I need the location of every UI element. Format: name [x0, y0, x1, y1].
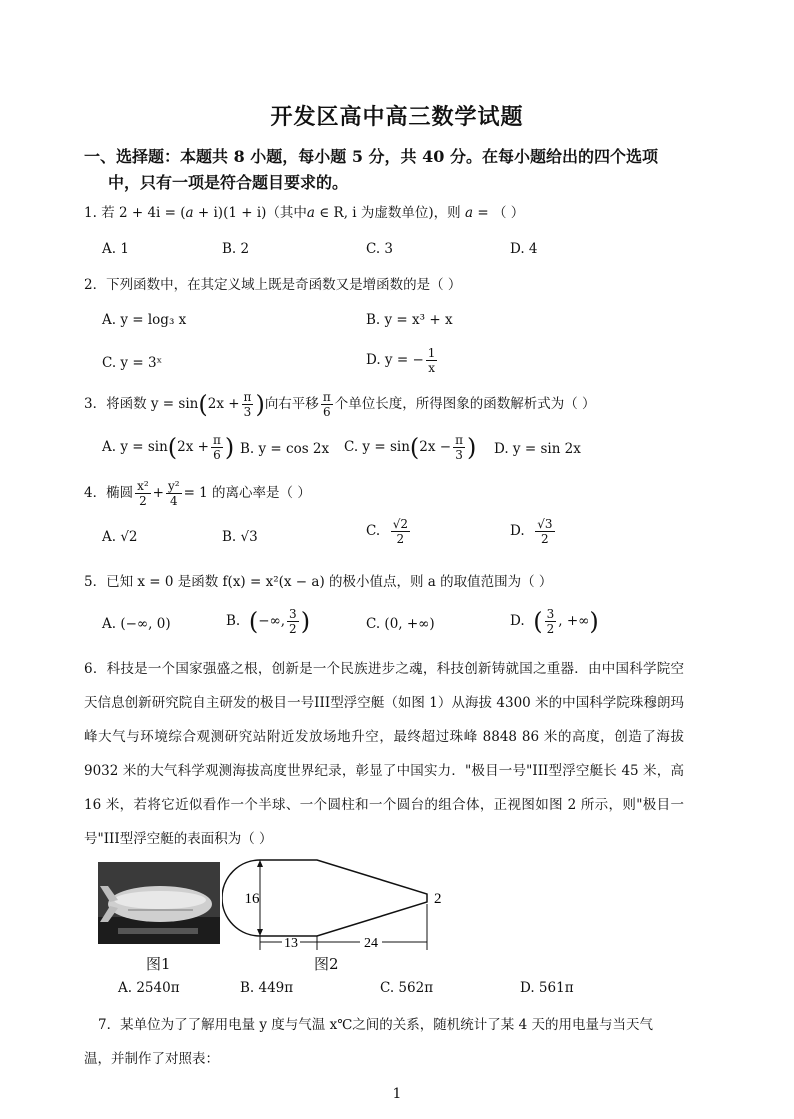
- q6-option-a: A. 2540π: [118, 980, 180, 996]
- q5-d-label: D.: [510, 613, 525, 629]
- q4-c-label: C.: [366, 523, 381, 539]
- section-heading-line1: 一、选择题：本题共 8 小题，每小题 5 分，共 40 分。在每小题给出的四个选项: [84, 147, 658, 166]
- q2-option-a: A. y = log₃ x: [102, 312, 187, 328]
- q3-c-label: C. y = sin: [344, 439, 410, 455]
- q4-d-den: 2: [541, 532, 549, 546]
- q3-num: 3．: [84, 396, 107, 412]
- dim-13-label: 13: [284, 936, 298, 951]
- q4-c-den: 2: [396, 532, 405, 546]
- section-heading: [84, 144, 704, 196]
- q5-option-d: [510, 607, 599, 636]
- q3-paren-close: ): [255, 390, 265, 419]
- q1-var-a2: a: [306, 205, 315, 221]
- q4-d-frac: [535, 517, 554, 546]
- q3-a-six: 6: [213, 448, 221, 462]
- dim-16-label: 16: [244, 891, 260, 907]
- q5-b-arg: −∞,: [258, 613, 286, 629]
- q4-y2: y²: [167, 479, 180, 493]
- q5-b-paren-open: (: [248, 607, 259, 636]
- q1-var-a: a: [185, 205, 194, 221]
- q2-option-d: [366, 346, 439, 375]
- airship-photo-drawing: [98, 862, 220, 944]
- q3-c-paren-close: ): [466, 433, 477, 462]
- q5-b-paren-close: ): [300, 607, 311, 636]
- q4-stem-a: 椭圆: [106, 485, 134, 501]
- figure-2-label: 图2: [314, 955, 339, 973]
- q4-frac-x: [135, 479, 151, 508]
- dim-2-label: 2: [434, 891, 442, 907]
- q1-option-d: D. 4: [510, 241, 538, 257]
- q5-option-c: C. (0, +∞): [366, 616, 435, 632]
- q5-d-num: 3: [546, 607, 555, 621]
- airship-photo: [98, 862, 220, 944]
- q3-frac-pi3: [242, 390, 254, 419]
- q4-two: 2: [139, 494, 147, 508]
- q3-a-arg: 2x +: [177, 439, 209, 455]
- q5-b-den: 2: [289, 622, 297, 636]
- q5-d-paren-open: (: [533, 607, 543, 636]
- front-view-diagram: [222, 856, 442, 954]
- q4-num: 4．: [84, 485, 107, 501]
- q4-plus: +: [152, 485, 164, 501]
- q3-a-paren-close: ): [224, 433, 235, 462]
- page-number: 1: [392, 1086, 402, 1102]
- q2-d-fraction: [426, 346, 438, 375]
- q3-c-three: 3: [455, 448, 463, 462]
- q4-option-c: [366, 517, 412, 546]
- q4-c-frac: [391, 517, 410, 546]
- q3-a-frac: [211, 433, 223, 462]
- q5-option-a: A. (−∞, 0): [102, 616, 171, 632]
- figure-1-label: 图1: [146, 955, 171, 973]
- q3-option-b: B. y = cos 2x: [240, 441, 330, 457]
- q1-text-1: 若 2 + 4i = (: [101, 205, 186, 221]
- q3-pi: π: [243, 390, 252, 404]
- q2-option-b: B. y = x³ + x: [366, 312, 453, 328]
- q5-d-paren-close: ): [589, 607, 599, 636]
- q3-option-a: [102, 433, 234, 462]
- arrow-up-icon: [257, 860, 263, 867]
- q6-option-b: B. 449π: [240, 980, 294, 996]
- question-6: 6．科技是一个国家强盛之根，创新是一个民族进步之魂，科技创新铸就国之重器．由中国科学院空天信息创新研究院自主研发的极目一号III型浮空艇（如图 1）从海拔 4300 米的中国科学院珠穆朗玛峰大气与环境综合观测研究站附近发放场地升空，最终超过珠峰 8848 86 米的高度，创造了海拔 9032 米的大气科学观测海拔高度世界纪录，彰显了中国实力．"极目一号"III型浮空艇长 45 米，高 16 米，若将它近似看作一个半球、一个圆柱和一个圆台的组合体，正视图如图 2 所示，则"极目一号"III型浮空艇的表面积为（ ）: [84, 661, 684, 847]
- q2-d-num: 1: [427, 346, 436, 360]
- q3-a-label: A. y = sin: [102, 439, 168, 455]
- q6-option-d: D. 561π: [520, 980, 574, 996]
- q2-option-c: C. y = 3ˣ: [102, 355, 163, 371]
- q1-text-4: = （ ）: [473, 205, 525, 221]
- q1-option-a: A. 1: [102, 241, 129, 257]
- question-1: [84, 201, 524, 221]
- question-7-line2: 温，并制作了对照表：: [84, 1051, 219, 1067]
- q3-a-pi: π: [212, 433, 221, 447]
- q5-d-frac: [545, 607, 557, 636]
- section-heading-line2: 中，只有一项是符合题目要求的。: [108, 173, 349, 192]
- q3-stem-d: 个单位长度，所得图象的函数解析式为（ ）: [334, 396, 596, 412]
- q4-option-a: A. √2: [102, 529, 138, 545]
- q5-d-arg: , +∞: [558, 613, 590, 629]
- question-4: [84, 479, 311, 508]
- q3-c-paren-open: (: [409, 433, 420, 462]
- q3-c-frac: [453, 433, 465, 462]
- q3-stem-a: 将函数 y = sin: [106, 396, 199, 412]
- q3-three: 3: [243, 405, 252, 419]
- q5-option-b: [226, 607, 310, 636]
- q1-num: 1.: [84, 205, 97, 221]
- q4-stem-b: = 1 的离心率是（ ）: [183, 485, 311, 501]
- q5-b-num: 3: [289, 607, 297, 621]
- q4-c-num: √2: [392, 517, 409, 531]
- q5-d-den: 2: [546, 622, 555, 636]
- q1-text-2: + i)(1 + i)（其中: [193, 205, 307, 221]
- dim-24-label: 24: [364, 936, 378, 951]
- q3-stem-c: 向右平移: [264, 396, 319, 412]
- q4-four: 4: [169, 494, 178, 508]
- q3-paren-open: (: [198, 390, 208, 419]
- q4-x2: x²: [137, 479, 149, 493]
- q5-b-label: B.: [226, 613, 241, 629]
- q4-d-num: √3: [537, 517, 553, 531]
- q1-var-a3: a: [464, 205, 474, 221]
- question-2: 2．下列函数中，在其定义域上既是奇函数又是增函数的是（ ）: [84, 277, 462, 293]
- q4-d-label: D.: [510, 523, 525, 539]
- page-title: 开发区高中高三数学试题: [270, 104, 524, 130]
- question-7-line1: 7．某单位为了了解用电量 y 度与气温 x℃之间的关系，随机统计了某 4 天的用电量与当天气: [98, 1017, 653, 1033]
- q3-stem-b: 2x +: [207, 396, 240, 412]
- q4-option-b: B. √3: [222, 529, 258, 545]
- question-5: 5．已知 x = 0 是函数 f(x) = x²(x − a) 的极小值点，则 a 的取值范围为（ ）: [84, 574, 553, 590]
- q3-option-c: [344, 433, 476, 462]
- q1-option-b: B. 2: [222, 241, 250, 257]
- q3-frac-pi6: [321, 390, 333, 419]
- q1-option-c: C. 3: [366, 241, 394, 257]
- q1-text-3: ∈ R, i 为虚数单位)，则: [314, 205, 465, 221]
- question-3: [84, 390, 596, 419]
- q4-option-d: [510, 517, 557, 546]
- q3-c-arg: 2x −: [419, 439, 452, 455]
- q4-frac-y: [166, 479, 182, 508]
- q3-pi2: π: [322, 390, 331, 404]
- q3-option-d: D. y = sin 2x: [494, 441, 581, 457]
- q5-b-frac: [287, 607, 299, 636]
- q2-d-label: D. y = −: [366, 352, 424, 368]
- q6-option-c: C. 562π: [380, 980, 434, 996]
- q3-six: 6: [322, 405, 331, 419]
- q2-d-den: x: [428, 361, 435, 375]
- q3-a-paren-open: (: [167, 433, 178, 462]
- q3-c-pi: π: [455, 433, 463, 447]
